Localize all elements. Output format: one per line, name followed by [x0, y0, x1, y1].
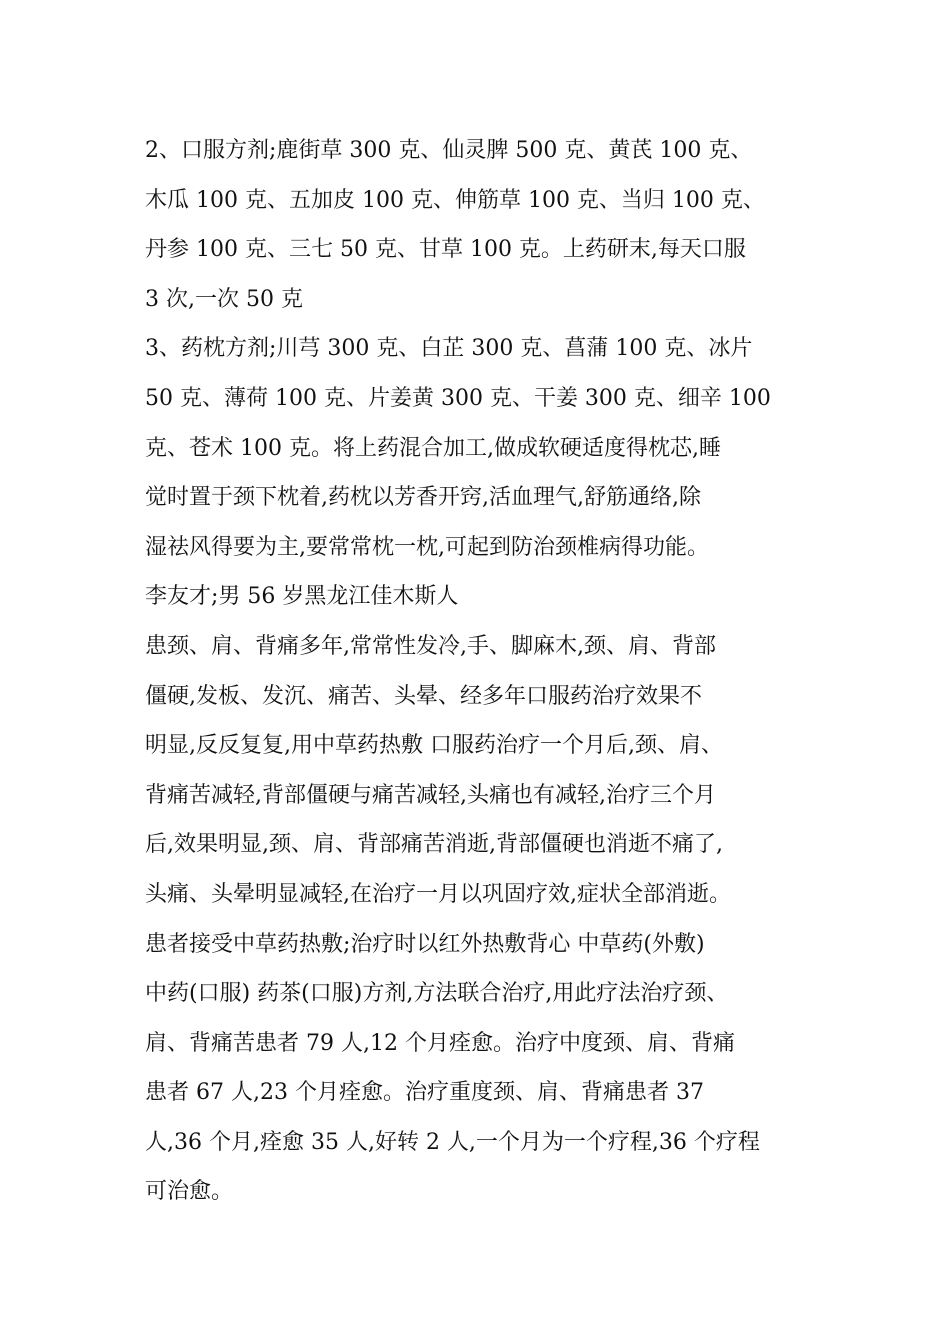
text-line: 头痛、头晕明显减轻,在治疗一月以巩固疗效,症状全部消逝。 [145, 881, 731, 907]
text-line: 觉时置于颈下枕着,药枕以芳香开窍,活血理气,舒筋通络,除 [145, 485, 701, 511]
text-line: 明显,反反复复,用中草药热敷 口服药治疗一个月后,颈、肩、 [145, 733, 723, 759]
text-line: 患者 67 人,23 个月痊愈。治疗重度颈、肩、背痛患者 37 [145, 1080, 704, 1106]
text-line: 湿祛风得要为主,要常常枕一枕,可起到防治颈椎病得功能。 [145, 534, 709, 560]
text-line: 克、苍术 100 克。将上药混合加工,做成软硬适度得枕芯,睡 [145, 435, 721, 461]
text-line: 背痛苦减轻,背部僵硬与痛苦减轻,头痛也有减轻,治疗三个月 [145, 782, 716, 808]
text-line: 后,效果明显,颈、肩、背部痛苦消逝,背部僵硬也消逝不痛了, [145, 832, 723, 858]
body-text [145, 126, 815, 1217]
text-line: 3、药枕方剂;川芎 300 克、白芷 300 克、菖蒲 100 克、冰片 [145, 336, 753, 362]
text-line: 患颈、肩、背痛多年,常常性发冷,手、脚麻木,颈、肩、背部 [145, 633, 716, 659]
text-line: 可治愈。 [145, 1179, 234, 1205]
text-line: 丹参 100 克、三七 50 克、甘草 100 克。上药研末,每天口服 [145, 237, 746, 263]
text-line: 李友才;男 56 岁黑龙江佳木斯人 [145, 584, 459, 610]
text-line: 中药(口服) 药茶(口服)方剂,方法联合治疗,用此疗法治疗颈、 [145, 981, 729, 1007]
text-line: 木瓜 100 克、五加皮 100 克、伸筋草 100 克、当归 100 克、 [145, 187, 765, 213]
text-line: 僵硬,发板、发沉、痛苦、头晕、经多年口服药治疗效果不 [145, 683, 702, 709]
text-line: 50 克、薄荷 100 克、片姜黄 300 克、干姜 300 克、细辛 100 [145, 385, 771, 411]
text-line: 肩、背痛苦患者 79 人,12 个月痊愈。治疗中度颈、肩、背痛 [145, 1030, 735, 1056]
text-line: 2、口服方剂;鹿街草 300 克、仙灵脾 500 克、黄芪 100 克、 [145, 138, 753, 163]
text-line: 人,36 个月,痊愈 35 人,好转 2 人,一个月为一个疗程,36 个疗程 [145, 1129, 760, 1155]
text-line: 患者接受中草药热敷;治疗时以红外热敷背心 中草药(外敷) [145, 931, 705, 957]
text-line: 3 次,一次 50 克 [145, 286, 303, 312]
